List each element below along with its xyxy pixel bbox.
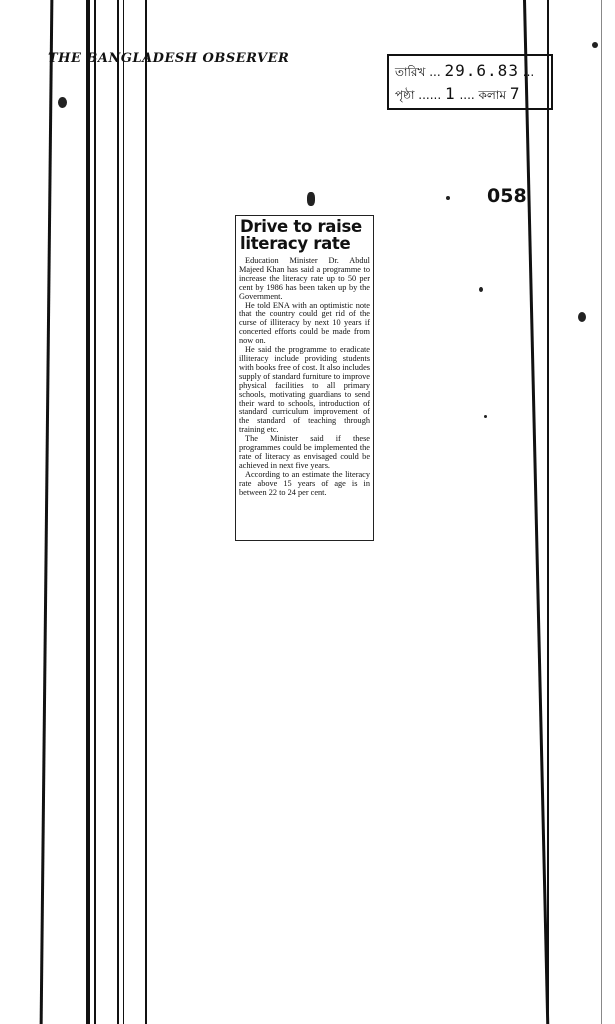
left-binding-line-5 [123, 0, 124, 1024]
date-stamp [387, 54, 553, 110]
punch-mark [58, 97, 67, 108]
left-binding-line-3 [94, 0, 96, 1024]
article-paragraph: He told ENA with an optimistic note that the country could get rid of the curse of illiteracy by next 10 years if concerted efforts could be made from now on. [239, 300, 370, 346]
page-number: 058 [487, 185, 527, 207]
right-edge-line-3 [601, 0, 602, 1024]
stamp-page-label: পৃষ্ঠা [395, 88, 415, 102]
stamp-column-value: 7 [509, 84, 521, 103]
article-paragraph: Education Minister Dr. Abdul Majeed Khan has said a programme to increase the literacy rate up to 50 per cent by 1986 has been taken up by the Government. [239, 256, 370, 301]
left-binding-line-2 [86, 0, 90, 1024]
stamp-date-value: 29.6.83 [444, 61, 519, 80]
left-binding-line-1 [40, 0, 54, 1024]
stamp-page-value: 1 [444, 84, 456, 103]
stamp-column-label: কলাম [478, 88, 507, 102]
right-edge-line-2 [547, 0, 549, 1024]
speck-mark [592, 42, 598, 48]
article-body [239, 257, 370, 497]
speck-mark [578, 312, 586, 322]
article-paragraph: The Minister said if these programmes could be implemented the rate of literacy as envisaged could be achieved in next five years. [239, 434, 370, 470]
article-paragraph: According to an estimate the literacy rate above 15 years of age is in between 22 to 24 per cent. [239, 469, 370, 497]
stamp-date-label: তারিখ [395, 65, 426, 79]
stamp-page-row: পৃষ্ঠা ...... 1 .... কলাম 7 [395, 84, 521, 103]
stamp-date-row: তারিখ ... 29.6.83 ... [395, 61, 535, 80]
speck-mark [484, 415, 487, 418]
article-clipping [235, 215, 374, 541]
article-paragraph: He said the programme to eradicate illiteracy include providing students with books free of cost. It also includes supply of standard furniture to improve physical facilities to all primary schools, motivating guardians to send their ward to schools, introduction of standard curriculum improvement of the standard of teaching through training etc. [239, 345, 370, 435]
speck-mark [446, 196, 450, 200]
article-headline: Drive to raise literacy rate [240, 217, 362, 253]
left-binding-line-6 [145, 0, 147, 1024]
right-edge-line-1 [523, 0, 549, 1024]
speck-mark [307, 192, 315, 206]
left-binding-line-4 [117, 0, 119, 1024]
newspaper-masthead: THE BANGLADESH OBSERVER [48, 51, 290, 66]
speck-mark [479, 287, 483, 292]
